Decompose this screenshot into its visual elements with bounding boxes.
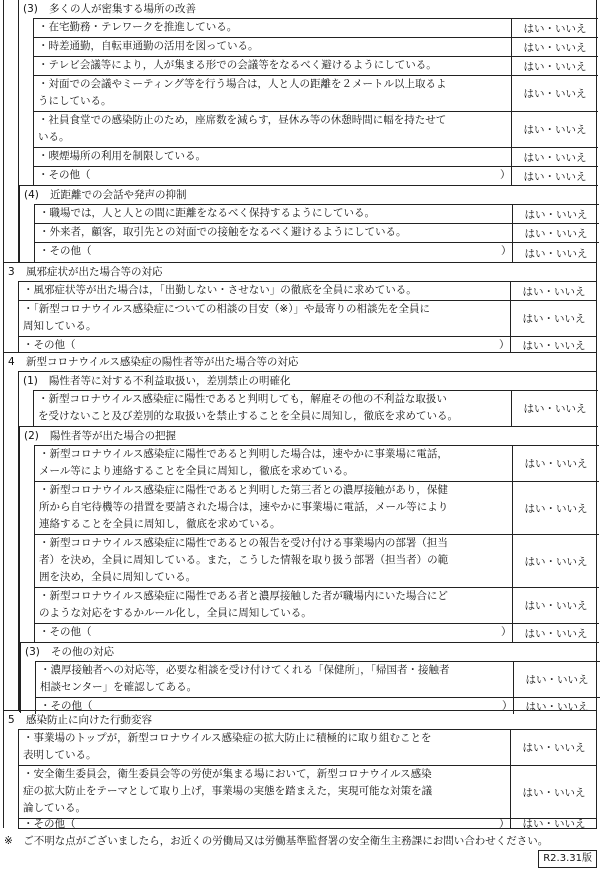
check-row: ・外来者，顧客，取引先との対面での接触をなるべく避けるようにしている。 はい・いいえ (34, 223, 599, 242)
check-row: ・在宅勤務・テレワークを推進している。 はい・いいえ (33, 18, 598, 37)
subsection-4-3 (20, 642, 599, 713)
check-row: ・職場では，人と人との間に距離をなるべく保持するようにしている。 はい・いいえ (34, 204, 599, 223)
section-5 (3, 710, 597, 828)
yes-no-choice[interactable]: はい・いいえ (510, 730, 597, 765)
check-row-other: ・その他（ ） はい・いいえ (18, 818, 597, 829)
section-3-header: 3 風邪症状が出た場合等の対応 (8, 266, 163, 278)
check-row: ・濃厚接触者への対応等，必要な相談を受け付けてくれる「保健所」，「帰国者・接触者 相談センター」を確認してある。 はい・いいえ (35, 661, 600, 697)
yes-no-choice[interactable]: はい・いいえ (510, 301, 597, 336)
checklist-sheet (3, 0, 597, 830)
subsection-2-4-header: (4) 近距離での会話や発声の抑制 (24, 189, 187, 201)
subsection-2-4 (19, 185, 598, 262)
yes-no-choice[interactable]: はい・いいえ (511, 391, 598, 426)
yes-no-choice[interactable]: はい・いいえ (512, 624, 599, 642)
yes-no-choice[interactable]: はい・いいえ (511, 38, 598, 56)
yes-no-choice[interactable]: はい・いいえ (512, 588, 599, 623)
check-row-other: ・その他（ ） はい・いいえ (35, 697, 600, 714)
subsection-2-3 (18, 0, 597, 262)
yes-no-choice[interactable]: はい・いいえ (511, 19, 598, 37)
yes-no-choice[interactable]: はい・いいえ (513, 698, 600, 714)
subsection-4-2 (19, 426, 598, 712)
check-row: ・テレビ会議等により，人が集まる形での会議等をなるべく避けるようにしている。 はい・いいえ (33, 56, 598, 75)
section-5-header: 5 感染防止に向けた行動変容 (8, 714, 152, 726)
footer-note: ※ ご不明な点がございましたら，お近くの労働局又は労働基準監督署の安全衛生主務課にお問い合わせください。 (4, 835, 549, 847)
check-row: ・新型コロナウイルス感染症に陽性であるとの報告を受け付ける事業場内の部署（担当 者）を決め，全員に周知している。また，こうした情報を取り扱う部署（担当者）の範 囲を決め，全員に周知している。 はい・いいえ (34, 534, 599, 587)
check-row: ・対面での会議やミーティング等を行う場合は，人と人の距離を２メートル以上取るよ うにしている。 はい・いいえ (33, 75, 598, 111)
yes-no-choice[interactable]: はい・いいえ (512, 243, 599, 263)
check-row-other: ・その他（ ） はい・いいえ (33, 166, 598, 185)
yes-no-choice[interactable]: はい・いいえ (511, 167, 598, 185)
yes-no-choice[interactable]: はい・いいえ (510, 282, 597, 300)
check-row: ・風邪症状等が出た場合は，「出勤しない・させない」の徹底を全員に求めている。 はい・いいえ (18, 281, 597, 300)
check-row: ・社員食堂での感染防止のため，座席数を減らす，昼休み等の休憩時間に幅を持たせて いる。 はい・いいえ (33, 111, 598, 147)
yes-no-choice[interactable]: はい・いいえ (510, 766, 597, 818)
yes-no-choice[interactable]: はい・いいえ (510, 819, 597, 828)
check-row: ・新型コロナウイルス感染症に陽性であると判明した場合は，速やかに事業場に電話， メール等により連絡することを全員に周知し，徹底を求めている。 はい・いいえ (34, 445, 599, 481)
yes-no-choice[interactable]: はい・いいえ (512, 205, 599, 223)
yes-no-choice[interactable]: はい・いいえ (511, 148, 598, 166)
subsection-4-1-header: (1) 陽性者等に対する不利益取扱い，差別禁止の明確化 (23, 375, 291, 387)
yes-no-choice[interactable]: はい・いいえ (511, 112, 598, 147)
check-row-other: ・その他（ ） はい・いいえ (18, 336, 597, 353)
subsection-2-3-header: (3) 多くの人が密集する場所の改善 (23, 3, 196, 15)
check-row: ・時差通勤，自転車通勤の活用を図っている。 はい・いいえ (33, 37, 598, 56)
version-label: R2.3.31版 (538, 850, 597, 868)
subsection-4-1 (18, 371, 597, 711)
yes-no-choice[interactable]: はい・いいえ (512, 446, 599, 481)
check-row: ・新型コロナウイルス感染症に陽性であると判明した第三者との濃厚接触があり，保健 所から自宅待機等の措置を要請された場合は，速やかに事業場に電話，メール等により 連絡することを全員に周知し，徹底を求めている。 はい・いいえ (34, 481, 599, 534)
yes-no-choice[interactable]: はい・いいえ (512, 535, 599, 587)
yes-no-choice[interactable]: はい・いいえ (512, 224, 599, 242)
check-row: ・新型コロナウイルス感染症に陽性である者と濃厚接触した者が職場内にいた場合にど のような対応をするかルール化し，全員に周知している。 はい・いいえ (34, 587, 599, 623)
yes-no-choice[interactable]: はい・いいえ (510, 337, 597, 353)
section-2-continued (3, 0, 597, 262)
section-3 (3, 262, 597, 352)
section-4 (3, 352, 597, 713)
check-row: ・新型コロナウイルス感染症に陽性であると判明しても，解雇その他の不利益な取扱い を受けないこと及び差別的な取扱いを禁止することを全員に周知し，徹底を求めている。 はい・いいえ (33, 390, 598, 426)
subsection-4-2-header: (2) 陽性者等が出た場合の把握 (24, 430, 176, 442)
subsection-4-3-header: (3) その他の対応 (25, 646, 114, 658)
section-4-header: 4 新型コロナウイルス感染症の陽性者等が出た場合等の対応 (8, 356, 299, 368)
yes-no-choice[interactable]: はい・いいえ (511, 76, 598, 111)
check-row: ・事業場のトップが，新型コロナウイルス感染症の拡大防止に積極的に取り組むことを 表明している。 はい・いいえ (18, 729, 597, 765)
check-row-other: ・その他（ ） はい・いいえ (34, 623, 599, 642)
check-row-other: ・その他（ ） はい・いいえ (34, 242, 599, 263)
yes-no-choice[interactable]: はい・いいえ (511, 57, 598, 75)
check-row: ・喫煙場所の利用を制限している。 はい・いいえ (33, 147, 598, 166)
yes-no-choice[interactable]: はい・いいえ (512, 482, 599, 534)
check-row: ・「新型コロナウイルス感染症についての相談の目安（※）」や最寄りの相談先を全員に 周知している。 はい・いいえ (18, 300, 597, 336)
check-row: ・安全衛生委員会，衛生委員会等の労使が集まる場において，新型コロナウイルス感染 症の拡大防止をテーマとして取り上げ，事業場の実態を踏まえた，実現可能な対策を議 論している。 はい・いいえ (18, 765, 597, 818)
yes-no-choice[interactable]: はい・いいえ (513, 662, 600, 697)
